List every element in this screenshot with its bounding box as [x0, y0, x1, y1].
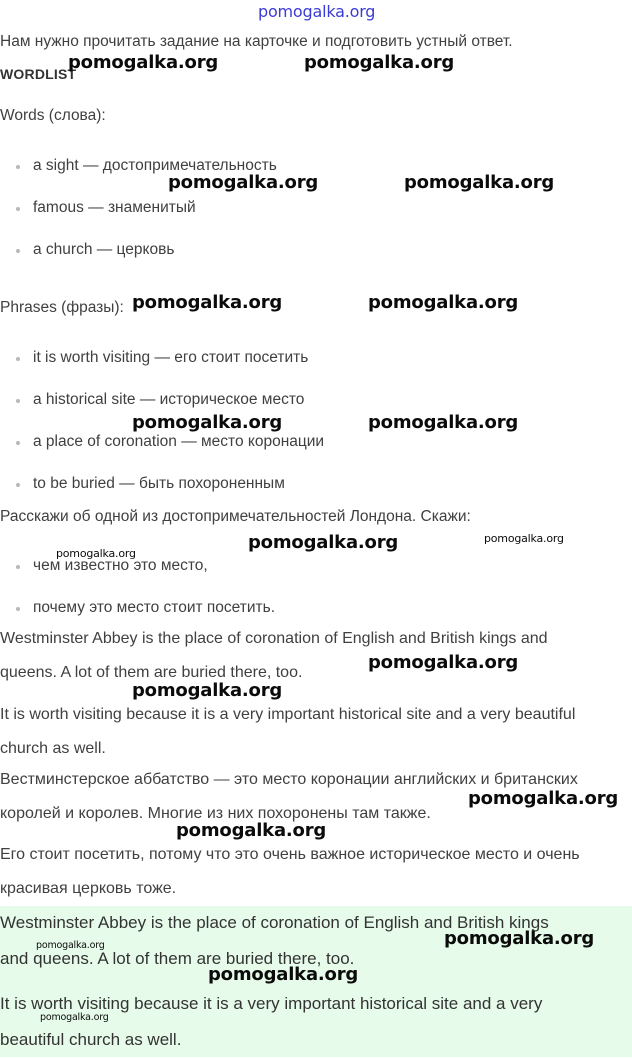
intro-text: Нам нужно прочитать задание на карточке и подготовить устный ответ.	[0, 33, 513, 50]
list-item: famous — знаменитый	[33, 199, 196, 216]
watermark: pomogalka.org	[248, 532, 399, 553]
text-line: church as well.	[0, 740, 106, 757]
list-item: чем известно это место,	[33, 557, 208, 574]
bullet-icon	[16, 207, 20, 211]
watermark: pomogalka.org	[132, 292, 283, 313]
text-line: It is worth visiting because it is a very important historical site and a very	[0, 994, 543, 1013]
text-line: queens. A lot of them are buried there, too.	[0, 664, 303, 681]
watermark: pomogalka.org	[68, 52, 219, 73]
list-item: почему это место стоит посетить.	[33, 599, 276, 616]
watermark: pomogalka.org	[304, 52, 455, 73]
bullet-icon	[16, 607, 20, 611]
watermark: pomogalka.org	[132, 412, 283, 433]
watermark: pomogalka.org	[168, 172, 319, 193]
task-text: Расскажи об одной из достопримечательностей Лондона. Скажи:	[0, 508, 471, 525]
bullet-icon	[16, 249, 20, 253]
watermark: pomogalka.org	[208, 964, 359, 985]
list-item: to be buried — быть похороненным	[33, 475, 285, 492]
bullet-icon	[16, 565, 20, 569]
bullet-icon	[16, 441, 20, 445]
watermark: pomogalka.org	[468, 788, 619, 809]
list-item: a sight — достопримечательность	[33, 157, 277, 174]
watermark: pomogalka.org	[36, 940, 105, 951]
watermark: pomogalka.org	[176, 820, 327, 841]
phrases-label: Phrases (фразы):	[0, 299, 124, 316]
text-line: and queens. A lot of them are buried there, too.	[0, 949, 355, 968]
bullet-icon	[16, 399, 20, 403]
list-item: a place of coronation — место коронации	[33, 433, 325, 450]
words-label: Words (слова):	[0, 107, 106, 124]
text-line: Westminster Abbey is the place of coronation of English and British kings	[0, 913, 549, 932]
bullet-icon	[16, 165, 20, 169]
list-item: a historical site — историческое место	[33, 391, 305, 408]
wordlist-heading: WORDLIST	[0, 66, 77, 82]
text-line: It is worth visiting because it is a very important historical site and a very beautiful	[0, 706, 576, 723]
watermark: pomogalka.org	[444, 928, 595, 949]
text-line: Вестминстерское аббатство — это место коронации английских и британских	[0, 771, 578, 788]
watermark: pomogalka.org	[40, 1012, 109, 1023]
watermark: pomogalka.org	[484, 532, 564, 545]
text-line: красивая церковь тоже.	[0, 880, 177, 897]
watermark: pomogalka.org	[132, 680, 283, 701]
watermark: pomogalka.org	[368, 292, 519, 313]
text-line: Его стоит посетить, потому что это очень важное историческое место и очень	[0, 846, 580, 863]
text-line: королей и королев. Многие из них похоронены там также.	[0, 805, 431, 822]
watermark: pomogalka.org	[368, 652, 519, 673]
answer-en-paragraph-2	[0, 698, 575, 766]
answer-ru-paragraph-2	[0, 838, 580, 906]
list-item: a church — церковь	[33, 241, 175, 258]
text-line: Westminster Abbey is the place of coronation of English and British kings and	[0, 630, 548, 647]
bullet-icon	[16, 357, 20, 361]
bullet-icon	[16, 483, 20, 487]
watermark: pomogalka.org	[56, 547, 136, 560]
watermark: pomogalka.org	[404, 172, 555, 193]
watermark: pomogalka.org	[368, 412, 519, 433]
list-item: it is worth visiting — его стоит посетить	[33, 349, 309, 366]
text-line: beautiful church as well.	[0, 1030, 182, 1049]
watermark-top: pomogalka.org	[258, 2, 376, 21]
